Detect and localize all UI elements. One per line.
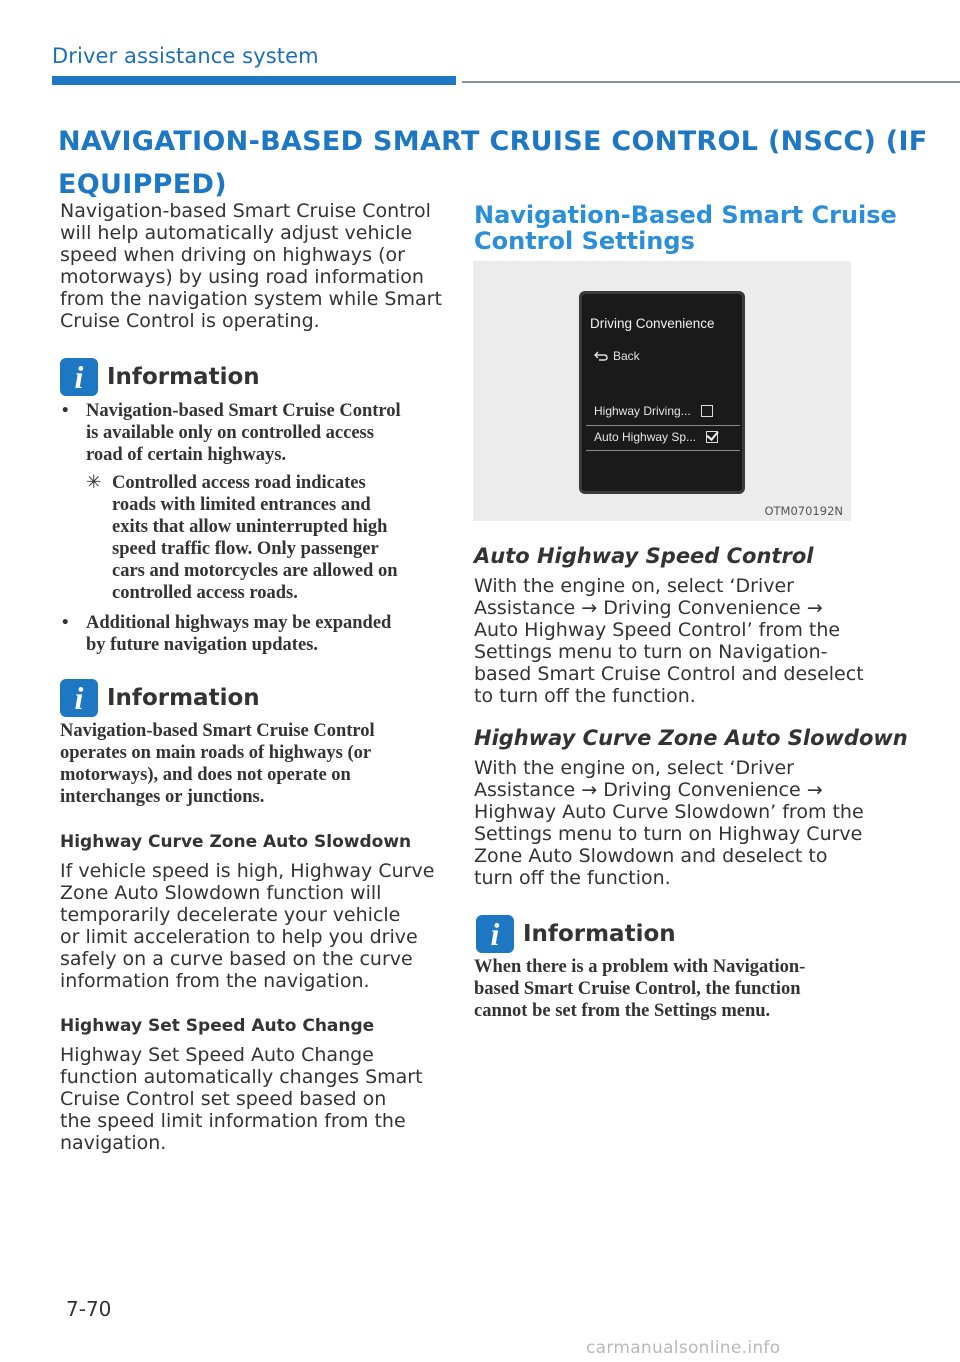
info-icon: i	[60, 358, 98, 396]
auto-curve-paragraph: With the engine on, select ‘Driver Assistance → Driving Convenience → Highway Auto Curve Slowdown’ from the Settings menu to turn on Highway Curve Zone Auto Slowdown and deselect to turn off the function.	[474, 757, 864, 889]
section-heading-speed-change: Highway Set Speed Auto Change	[60, 1016, 375, 1036]
page-title: NAVIGATION-BASED SMART CRUISE CONTROL (NSCC) (IF EQUIPPED)	[58, 126, 928, 200]
back-menu-item[interactable]: Back	[594, 349, 640, 363]
running-header: Driver assistance system	[52, 44, 319, 68]
info-icon: i	[476, 915, 514, 953]
info-heading-1	[60, 358, 260, 396]
page-number: 7-70	[66, 1297, 112, 1321]
watermark: carmanualsonline.info	[586, 1338, 781, 1358]
menu-item-auto-highway-speed[interactable]: Auto Highway Sp...	[594, 430, 718, 444]
figure-code: OTM070192N	[764, 504, 843, 518]
info-label: Information	[107, 364, 260, 390]
info-label: Information	[523, 921, 676, 947]
info-note: ✳ Controlled access road indicates roads with limited entrances and exits that allow uninterrupted high speed traffic flow. Only passenger cars and motorcycles are allowed on controlled access roads.	[86, 472, 398, 603]
curve-paragraph: If vehicle speed is high, Highway Curve Zone Auto Slowdown function will temporarily decelerate your vehicle or limit acceleration to help you drive safely on a curve based on the curve information from the navigation.	[60, 860, 435, 992]
checkbox-checked-icon	[706, 431, 718, 443]
settings-heading: Navigation-Based Smart Cruise Control Settings	[474, 201, 897, 255]
settings-figure	[473, 261, 851, 521]
info-bullet: • Additional highways may be expanded by future navigation updates.	[62, 613, 392, 655]
header-rule	[462, 81, 960, 83]
section-heading-curve: Highway Curve Zone Auto Slowdown	[60, 832, 412, 852]
section-heading-auto-speed: Auto Highway Speed Control	[474, 544, 814, 568]
screen-title: Driving Convenience	[590, 316, 715, 331]
speed-change-paragraph: Highway Set Speed Auto Change function automatically changes Smart Cruise Control set speed based on the speed limit information from the navigation.	[60, 1044, 423, 1154]
info-icon: i	[60, 679, 98, 717]
back-arrow-icon	[594, 351, 608, 361]
checkbox-icon	[701, 405, 713, 417]
cluster-screen	[579, 291, 745, 494]
info-heading-3	[476, 915, 676, 953]
info-block-1	[60, 400, 450, 656]
auto-speed-paragraph: With the engine on, select ‘Driver Assistance → Driving Convenience → Auto Highway Speed Control’ from the Settings menu to turn on Navigation- based Smart Cruise Control and deselect to turn off the function.	[474, 575, 864, 707]
info-label: Information	[107, 685, 260, 711]
section-heading-auto-curve: Highway Curve Zone Auto Slowdown	[474, 726, 908, 750]
menu-item-highway-driving[interactable]: Highway Driving...	[594, 404, 713, 418]
asterisk-icon: ✳	[86, 472, 102, 493]
info-block-2: Navigation-based Smart Cruise Control operates on main roads of highways (or motorways), and does not operate on interchanges or junctions.	[60, 721, 375, 807]
info-bullet: • Navigation-based Smart Cruise Control is available only on controlled access road of certain highways. ✳ Controlled access road indicates roads with limited entrances and exits that allow uninterrupted high speed traffic flow. Only passenger cars and motorcycles are allowed on controlled access roads.	[60, 400, 450, 604]
info-block-3: When there is a problem with Navigation- based Smart Cruise Control, the function cannot be set from the Settings menu.	[474, 957, 806, 1021]
info-heading-2	[60, 679, 260, 717]
header-rule-accent	[52, 76, 456, 85]
intro-paragraph: Navigation-based Smart Cruise Control will help automatically adjust vehicle speed when driving on highways (or motorways) by using road information from the navigation system while Smart Cruise Control is operating.	[60, 200, 442, 332]
